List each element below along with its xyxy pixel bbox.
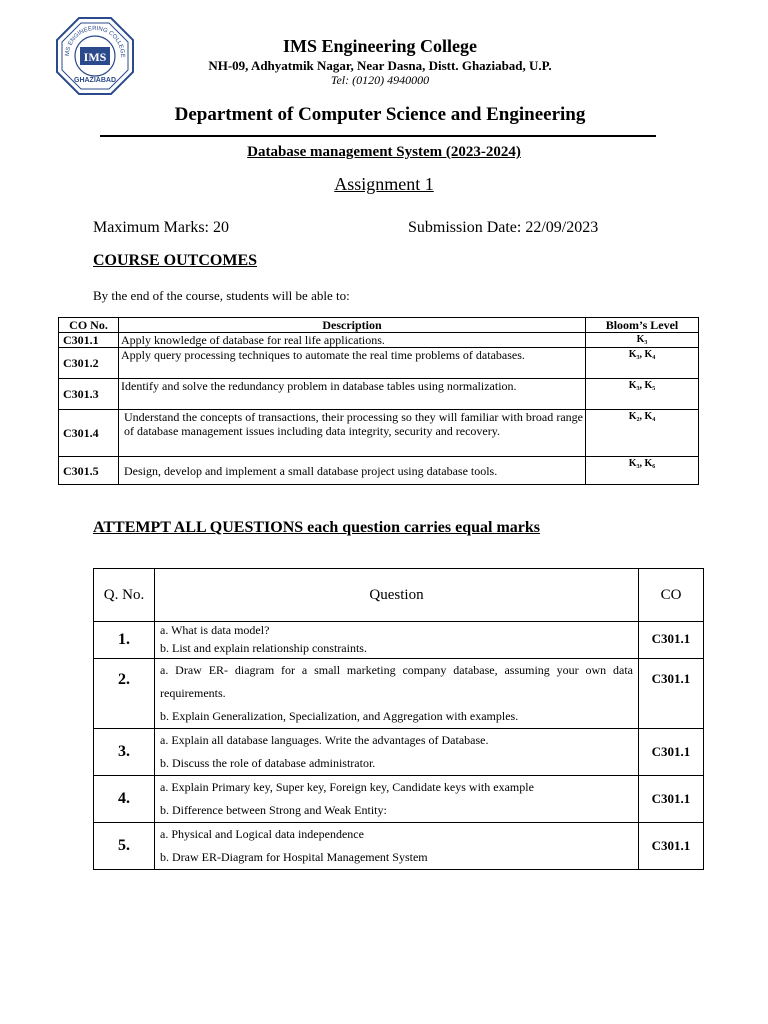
table-row [59,457,699,485]
course-outcomes-intro: By the end of the course, students will be able to: [93,288,350,303]
question-co: C301.1 [639,729,704,776]
question-text [155,729,639,776]
question-part: a. Explain Primary key, Super key, Foreign key, Candidate keys with example [160,780,534,794]
header-divider [100,135,656,137]
table-row [94,776,704,823]
college-logo-icon [55,16,135,96]
college-telephone: Tel: (0120) 4940000 [330,73,430,87]
co-number: C301.2 [59,348,119,379]
question-co: C301.1 [639,659,704,729]
question-number: 5. [94,823,155,870]
column-header: Q. No. [94,569,155,622]
column-header: CO [639,569,704,622]
assignment-title [250,174,518,195]
column-header: Question [155,569,639,622]
question-co: C301.1 [639,776,704,823]
question-part: a. Draw ER- diagram for a small marketing company database, assuming your own data requirements. [160,663,633,700]
question-text [155,823,639,870]
blooms-level: K₃, K₄ [586,348,699,379]
table-row [59,410,699,457]
question-part: b. Discuss the role of database administrator. [160,756,376,770]
question-number: 3. [94,729,155,776]
question-number: 4. [94,776,155,823]
table-row [94,659,704,729]
co-number: C301.5 [59,457,119,485]
course-outcomes-table [58,317,699,485]
question-co: C301.1 [639,622,704,659]
question-co: C301.1 [639,823,704,870]
questions-heading: ATTEMPT ALL QUESTIONS each question carries equal marks [93,519,541,536]
submission-date: Submission Date: 22/09/2023 [408,219,599,236]
table-header-row [94,569,704,622]
question-text [155,622,639,659]
svg-text:IMS: IMS [83,50,107,64]
svg-text:GHAZIABAD: GHAZIABAD [74,77,116,84]
question-part: a. Explain all database languages. Write the advantages of Database. [160,733,489,747]
course-outcomes-heading: COURSE OUTCOMES [93,252,258,269]
question-text [155,776,639,823]
maximum-marks: Maximum Marks: 20 [93,219,229,236]
college-name: IMS Engineering College [283,36,477,56]
co-description: Apply query processing techniques to automate the real time problems of databases. [119,348,586,379]
table-header-row [59,318,699,333]
question-part: a. What is data model? [160,623,270,637]
co-number: C301.1 [59,333,119,348]
table-row [59,333,699,348]
blooms-level: K₂, K₄ [586,410,699,457]
table-row [94,729,704,776]
co-number: C301.3 [59,379,119,410]
college-address: NH-09, Adhyatmik Nagar, Near Dasna, Distt. Ghaziabad, U.P. [208,58,552,73]
co-description: Apply knowledge of database for real life applications. [119,333,586,348]
blooms-level: K₃, K₆ [586,457,699,485]
column-header: Bloom’s Level [586,318,699,333]
table-row [94,622,704,659]
co-description: Understand the concepts of transactions, their processing so they will familiar with broad range of database management issues including data integrity, security and recovery. [119,410,586,457]
blooms-level: K₃ [586,333,699,348]
svg-text:IMS ENGINEERING COLLEGE: MS ENGINEERING COLLEGE [64,25,126,58]
co-number: C301.4 [59,410,119,457]
co-description: Design, develop and implement a small database project using database tools. [119,457,586,485]
question-part: a. Physical and Logical data independence [160,827,364,841]
question-text [155,659,639,729]
question-part: b. Draw ER-Diagram for Hospital Management System [160,850,428,864]
blooms-level: K₃, K₅ [586,379,699,410]
co-description: Identify and solve the redundancy problem in database tables using normalization. [119,379,586,410]
course-title [150,144,618,161]
table-row [59,348,699,379]
column-header: Description [119,318,586,333]
question-part: b. Difference between Strong and Weak Entity: [160,803,387,817]
table-row [59,379,699,410]
assignment-title-text: Assignment 1 [334,174,434,194]
table-row [94,823,704,870]
question-number: 1. [94,622,155,659]
column-header: CO No. [59,318,119,333]
department-name: Department of Computer Science and Engineering [174,104,586,125]
question-part: b. List and explain relationship constraints. [160,641,367,655]
question-number: 2. [94,659,155,729]
question-part: b. Explain Generalization, Specialization, and Aggregation with examples. [160,709,519,723]
course-title-text: Database management System (2023-2024) [247,144,521,160]
questions-table [93,568,704,870]
